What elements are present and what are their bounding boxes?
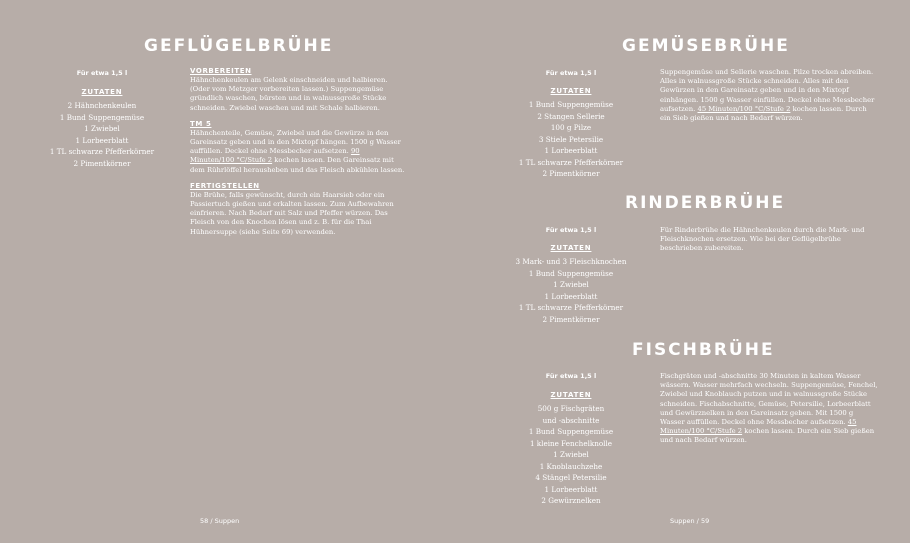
fertigstellen-text: Die Brühe, falls gewünscht, durch ein Haarsieb oder ein Passiertuch gießen und erkalten lassen. Zum Aufbewahren einfrieren. Nach Bedarf mit Salz und Pfeffer würzen. Das Fleisch von den Knochen lösen und z. B. für die Thai Hühnersuppe (siehe Seite 69) verwenden. <box>190 190 394 236</box>
list-item: 1 Bund Suppengemüse <box>528 100 614 109</box>
list-item: 1 kleine Fenchelknolle <box>529 438 613 448</box>
list-item: 3 Stiele Petersilie <box>538 134 604 144</box>
rinder-zutaten-heading: ZUTATEN <box>550 244 592 252</box>
list-item: 1 TL schwarze Pfefferkörner <box>518 303 624 312</box>
gemuese-text <box>660 68 878 123</box>
tm5-text-a: Hähnchenteile, Gemüse, Zwiebel und die Gewürze in den Gareinsatz geben und in den Mixtopf hängen. 1500 g Wasser auffüllen. Deckel ohne Messbecher aufsetzen. <box>190 128 401 156</box>
footer-left: 58 / Suppen <box>200 517 240 525</box>
list-item: 500 g Fischgräten <box>537 404 605 413</box>
list-item: 4 Stängel Petersilie <box>535 473 607 482</box>
list-item: 1 Lorbeerblatt <box>544 291 598 301</box>
list-item: 1 Lorbeerblatt <box>544 484 598 494</box>
fisch-title: FISCHBRÜHE <box>632 340 775 360</box>
list-item: 1 Bund Suppengemüse <box>59 112 145 122</box>
tm5-setting-link[interactable]: 90 Minuten/100 °C/Stufe 2 <box>190 147 360 165</box>
tm5-text-b: kochen lassen. Den Gareinsatz mit dem Rührlöffel herausheben und das Fleisch abkühlen lassen. <box>190 156 405 174</box>
vorbereiten-text: Hähnchenkeulen am Gelenk einschneiden und halbieren. (Oder vom Metzger vorbereiten lassen.) Suppengemüse gründlich waschen, bürsten und in walnussgroße Stücke schneiden. Zwiebel waschen und mit Schale halbieren. <box>190 76 388 112</box>
fisch-ingredient-list <box>501 403 641 507</box>
fisch-text-b: kochen lassen. Durch ein Sieb gießen und nach Bedarf würzen. <box>660 427 875 445</box>
gefluegel-title: GEFLÜGELBRÜHE <box>144 36 334 56</box>
list-item: 1 Zwiebel <box>553 280 589 289</box>
fisch-text-a: Fischgräten und -abschnitte 30 Minuten in kaltem Wasser wässern. Wasser mehrfach wechseln. Suppengemüse, Fenchel, Zwiebel und Knoblauch putzen und in walnussgroße Stücke schneiden. Fischabschnitte, Gemüse, Petersilie, Lorbeerblatt und Gewürznelken in den Gareinsatz geben. Mit 1500 g Wasser auffüllen. Deckel ohne Messbecher aufsetzen. <box>660 372 878 427</box>
list-item: 1 Bund Suppengemüse <box>528 427 614 436</box>
gefluegel-ingredient-list <box>42 100 162 169</box>
fisch-setting-link[interactable]: 45 Minuten/100 °C/Stufe 2 <box>660 418 857 436</box>
tm5-text <box>190 129 405 175</box>
tm5-heading: TM 5 <box>190 119 212 128</box>
gemuese-text-b: kochen lassen. Durch ein Sieb gießen und nach Bedarf würzen. <box>660 104 867 123</box>
footer-right: Suppen / 59 <box>670 517 710 525</box>
list-item: 1 Zwiebel <box>84 124 120 133</box>
gefluegel-yield: Für etwa 1,5 l <box>76 69 128 77</box>
gemuese-zutaten-heading: ZUTATEN <box>550 87 592 95</box>
fisch-zutaten-heading: ZUTATEN <box>550 391 592 399</box>
list-item: 2 Hähnchenkeulen <box>67 101 137 110</box>
rinder-text: Für Rinderbrühe die Hähnchenkeulen durch die Mark- und Fleischknochen ersetzen. Wie bei der Geflügelbrühe beschrieben zubereiten. <box>660 226 865 253</box>
fisch-text <box>660 372 878 446</box>
list-item: 3 Mark- und 3 Fleischknochen <box>515 257 627 266</box>
list-item: 2 Gewürznelken <box>541 496 601 505</box>
list-item: 1 Lorbeerblatt <box>544 146 598 155</box>
gemuese-text-a: Suppengemüse und Sellerie waschen. Pilze trocken abreiben. Alles in walnussgroße Stücke schneiden. Alles mit den Gewürzen in den Gareinsatz geben und in den Mixtopf einhängen. 1500 g Wasser einfüllen. Deckel ohne Messbecher aufsetzen. <box>660 68 875 113</box>
gefluegel-steps <box>190 67 405 237</box>
list-item: 1 Knoblauchzehe <box>539 461 603 471</box>
rinder-yield: Für etwa 1,5 l <box>545 226 597 234</box>
list-item: 2 Stangen Sellerie <box>537 111 605 121</box>
list-item: 2 Pimentkörner <box>542 314 600 324</box>
list-item: 2 Pimentkörner <box>73 158 131 168</box>
gemuese-setting-link[interactable]: 45 Minuten/100 °C/Stufe 2 <box>697 104 791 113</box>
list-item: und -abschnitte <box>542 415 600 425</box>
rinder-ingredient-list <box>496 256 646 325</box>
list-item: 1 TL schwarze Pfefferkörner <box>49 147 155 156</box>
list-item: 1 Lorbeerblatt <box>75 135 129 145</box>
fisch-yield: Für etwa 1,5 l <box>545 372 597 380</box>
list-item: 1 Bund Suppengemüse <box>528 268 614 278</box>
list-item: 1 TL schwarze Pfefferkörner <box>518 157 624 167</box>
rinder-title: RINDERBRÜHE <box>625 193 786 213</box>
list-item: 1 Zwiebel <box>553 450 589 459</box>
gemuese-ingredient-list <box>501 99 641 180</box>
gemuese-yield: Für etwa 1,5 l <box>545 69 597 77</box>
list-item: 2 Pimentkörner <box>542 169 600 178</box>
vorbereiten-heading: VORBEREITEN <box>190 67 252 75</box>
list-item: 100 g Pilze <box>550 123 592 132</box>
gefluegel-zutaten-heading: ZUTATEN <box>81 88 123 96</box>
fertigstellen-heading: FERTIGSTELLEN <box>190 181 260 190</box>
gemuese-title: GEMÜSEBRÜHE <box>622 36 790 56</box>
